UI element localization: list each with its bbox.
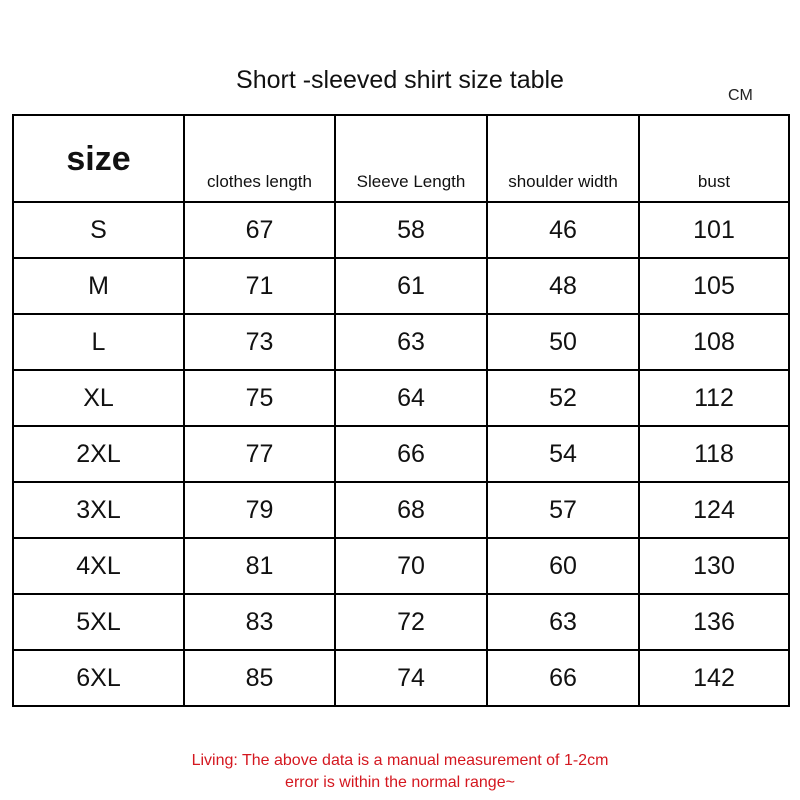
- clothes-length-cell: 79: [184, 482, 335, 538]
- table-row: [13, 482, 789, 538]
- size-cell: 2XL: [13, 426, 184, 482]
- shoulder-width-cell: 60: [487, 538, 639, 594]
- size-table: [12, 114, 790, 707]
- bust-cell: 101: [639, 202, 789, 258]
- clothes-length-cell: 71: [184, 258, 335, 314]
- size-cell: XL: [13, 370, 184, 426]
- shoulder-width-cell: 54: [487, 426, 639, 482]
- clothes-length-cell: 77: [184, 426, 335, 482]
- page-title: Short -sleeved shirt size table: [236, 66, 564, 94]
- sleeve-length-cell: 64: [335, 370, 487, 426]
- column-header-shoulder-width: shoulder width: [487, 115, 639, 202]
- table-header-row: [13, 115, 789, 202]
- measurement-note: [0, 750, 800, 794]
- sleeve-length-cell: 61: [335, 258, 487, 314]
- sleeve-length-cell: 66: [335, 426, 487, 482]
- bust-cell: 124: [639, 482, 789, 538]
- column-header-size: size: [13, 115, 184, 202]
- sleeve-length-cell: 70: [335, 538, 487, 594]
- table-row: [13, 650, 789, 706]
- shoulder-width-cell: 48: [487, 258, 639, 314]
- size-cell: 5XL: [13, 594, 184, 650]
- clothes-length-cell: 81: [184, 538, 335, 594]
- shoulder-width-cell: 63: [487, 594, 639, 650]
- clothes-length-cell: 73: [184, 314, 335, 370]
- shoulder-width-cell: 46: [487, 202, 639, 258]
- bust-cell: 112: [639, 370, 789, 426]
- clothes-length-cell: 83: [184, 594, 335, 650]
- bust-cell: 105: [639, 258, 789, 314]
- table-row: [13, 370, 789, 426]
- size-cell: 3XL: [13, 482, 184, 538]
- column-header-clothes-length: clothes length: [184, 115, 335, 202]
- table-row: [13, 538, 789, 594]
- sleeve-length-cell: 72: [335, 594, 487, 650]
- clothes-length-cell: 75: [184, 370, 335, 426]
- measurement-note-line-1: Living: The above data is a manual measurement of 1-2cm: [191, 752, 609, 769]
- size-cell: M: [13, 258, 184, 314]
- table-row: [13, 594, 789, 650]
- bust-cell: 136: [639, 594, 789, 650]
- table-row: [13, 202, 789, 258]
- clothes-length-cell: 85: [184, 650, 335, 706]
- sleeve-length-cell: 63: [335, 314, 487, 370]
- bust-cell: 142: [639, 650, 789, 706]
- shoulder-width-cell: 66: [487, 650, 639, 706]
- table-row: [13, 258, 789, 314]
- bust-cell: 118: [639, 426, 789, 482]
- size-cell: 6XL: [13, 650, 184, 706]
- bust-cell: 108: [639, 314, 789, 370]
- measurement-note-line-2: error is within the normal range~: [285, 774, 515, 791]
- clothes-length-cell: 67: [184, 202, 335, 258]
- sleeve-length-cell: 74: [335, 650, 487, 706]
- size-cell: L: [13, 314, 184, 370]
- size-cell: S: [13, 202, 184, 258]
- table-row: [13, 426, 789, 482]
- column-header-sleeve-length: Sleeve Length: [335, 115, 487, 202]
- table-row: [13, 314, 789, 370]
- unit-label: CM: [728, 87, 753, 104]
- shoulder-width-cell: 57: [487, 482, 639, 538]
- shoulder-width-cell: 52: [487, 370, 639, 426]
- sleeve-length-cell: 68: [335, 482, 487, 538]
- shoulder-width-cell: 50: [487, 314, 639, 370]
- bust-cell: 130: [639, 538, 789, 594]
- size-cell: 4XL: [13, 538, 184, 594]
- sleeve-length-cell: 58: [335, 202, 487, 258]
- column-header-bust: bust: [639, 115, 789, 202]
